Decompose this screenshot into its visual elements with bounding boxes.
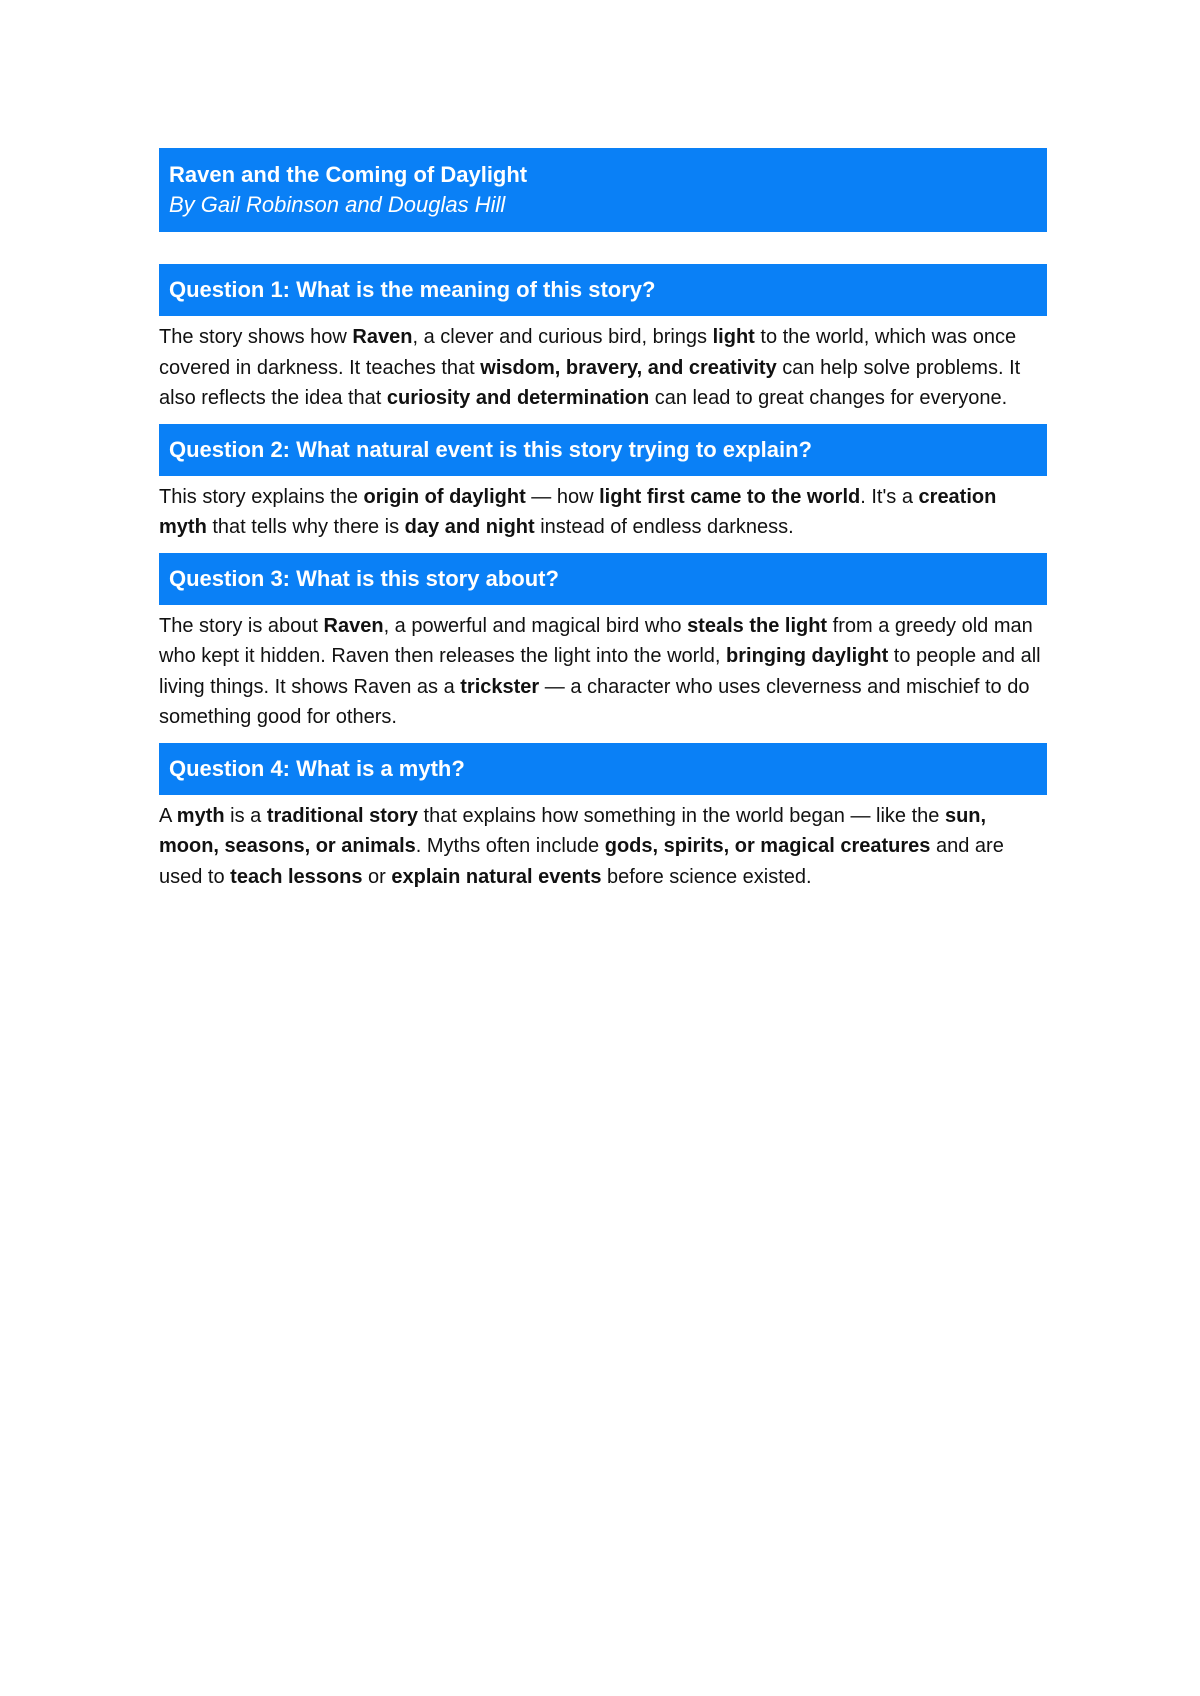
- answer-text: can lead to great changes for everyone.: [649, 387, 1008, 409]
- answer-text: can help solve problems. It also reflects the idea that: [159, 356, 1021, 409]
- answer-bold-text: trickster: [460, 675, 540, 698]
- answer-bold-text: gods, spirits, or magical creatures: [604, 835, 931, 857]
- question-3-heading: Question 3: What is this story about?: [169, 565, 559, 591]
- answer-bold-text: origin of daylight: [363, 485, 526, 508]
- question-1-heading: Question 1: What is the meaning of this story?: [169, 277, 656, 302]
- question-4-heading: Question 4: What is a myth?: [169, 755, 465, 781]
- question-2-heading: Question 2: What natural event is this story trying to explain?: [169, 436, 812, 462]
- answer-text: before science existed.: [601, 865, 812, 888]
- document-title: Raven and the Coming of Daylight: [169, 162, 528, 187]
- title-banner: [159, 148, 1047, 232]
- answer-bold-text: explain natural events: [391, 865, 602, 888]
- document-authors: By Gail Robinson and Douglas Hill: [169, 192, 506, 217]
- answer-bold-text: myth: [176, 804, 225, 827]
- answer-text: , a clever and curious bird, brings: [412, 326, 713, 348]
- answer-2: [159, 482, 1047, 543]
- answer-text: A: [159, 804, 177, 827]
- answer-bold-text: traditional story: [266, 804, 418, 827]
- answer-text: from a greedy old man who kept it hidden. Raven then releases the light into the world,: [159, 614, 1033, 667]
- question-1-banner: [159, 264, 1047, 316]
- answer-bold-text: light: [712, 326, 755, 348]
- answer-bold-text: creation myth: [159, 485, 997, 538]
- answer-text: — how: [525, 485, 600, 508]
- answer-4: [159, 801, 1047, 893]
- answer-text: This story explains the: [159, 485, 364, 508]
- answer-text: The story shows how: [159, 326, 353, 348]
- answer-bold-text: curiosity and determination: [386, 387, 650, 409]
- answer-text: . It's a: [860, 485, 919, 508]
- answer-bold-text: day and night: [404, 516, 535, 538]
- answer-3: [159, 611, 1047, 733]
- question-3-banner: [159, 553, 1047, 605]
- document-page: [159, 148, 1047, 892]
- answer-text: instead of endless darkness.: [534, 516, 794, 538]
- answer-text: to people and all living things. It shows Raven as a: [159, 645, 1041, 698]
- answer-text: . Myths often include: [415, 835, 605, 857]
- answer-text: — a character who uses cleverness and mischief to do something good for others.: [159, 675, 1030, 728]
- answer-bold-text: wisdom, bravery, and creativity: [480, 356, 777, 379]
- answer-text: to the world, which was once covered in darkness. It teaches that: [159, 326, 1017, 379]
- answer-bold-text: steals the light: [687, 614, 828, 637]
- question-4-banner: [159, 743, 1047, 795]
- answer-text: or: [362, 865, 392, 888]
- answer-bold-text: Raven: [323, 614, 384, 637]
- answer-text: The story is about: [159, 614, 324, 637]
- question-2-banner: [159, 424, 1047, 476]
- answer-text: , a powerful and magical bird who: [383, 614, 688, 637]
- answer-bold-text: Raven: [352, 326, 413, 348]
- answer-bold-text: teach lessons: [230, 865, 363, 888]
- answer-text: that tells why there is: [206, 516, 405, 538]
- answer-text: that explains how something in the world began — like the: [417, 804, 945, 827]
- answer-bold-text: light first came to the world: [599, 485, 861, 508]
- answer-1: [159, 322, 1047, 414]
- answer-text: and are used to: [159, 835, 1004, 888]
- answer-bold-text: sun, moon, seasons, or animals: [159, 804, 987, 857]
- answer-text: is a: [224, 804, 267, 827]
- answer-bold-text: bringing daylight: [726, 645, 889, 667]
